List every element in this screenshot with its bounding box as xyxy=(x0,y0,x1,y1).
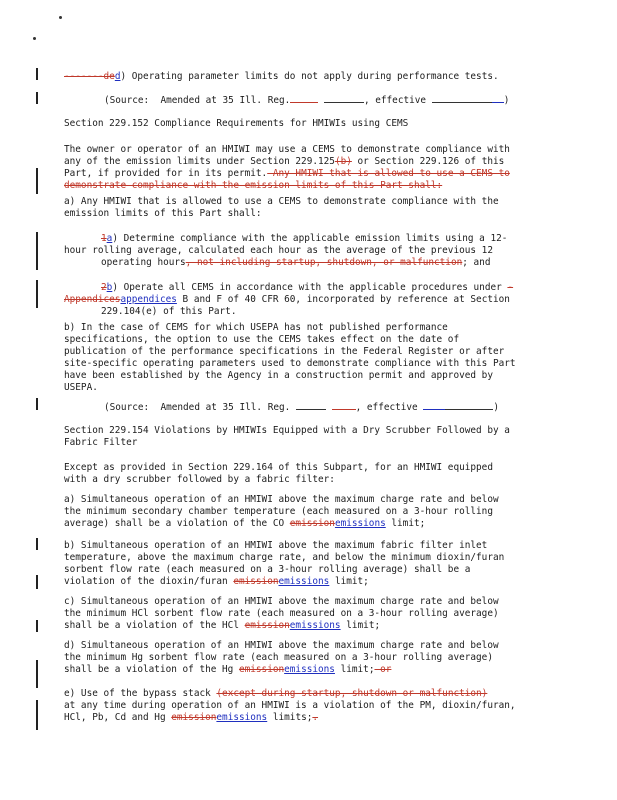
text-span: operating hours xyxy=(101,257,186,268)
source-amended: Amended at 35 Ill. Reg. xyxy=(160,95,291,106)
change-bar xyxy=(36,398,38,410)
effective-date-blank-ins[interactable] xyxy=(423,401,445,410)
change-bar xyxy=(36,232,38,270)
deleted-text: demonstrate compliance with the emission limits of this Part shall: xyxy=(64,180,443,191)
subsection-b xyxy=(64,540,504,588)
deleted-text: . xyxy=(312,712,319,723)
deleted-text: (except during startup, shutdown or malfunction) xyxy=(216,688,488,699)
text-line: Section 229.154 Violations by HMIWIs Equipped with a Dry Scrubber Followed by a xyxy=(64,425,510,436)
text-line: the minimum Hg sorbent flow rate (each measured on a 3-hour rolling average) xyxy=(64,652,493,663)
text-line: specifications, the option to use the CEMS takes effect on the date of xyxy=(64,334,460,345)
source-amended: Amended at 35 Ill. Reg. xyxy=(160,402,291,413)
text-span: limit; xyxy=(334,664,375,675)
section-heading xyxy=(64,425,510,449)
change-bar xyxy=(36,92,38,104)
deleted-text: emission xyxy=(233,576,279,587)
text-line: c) Simultaneous operation of an HMIWI above the maximum charge rate and below xyxy=(64,596,499,607)
effective-date-blank[interactable] xyxy=(445,401,493,410)
text-span: average) shall be a violation of the CO xyxy=(64,518,290,529)
text-span: shall be a violation of the HCl xyxy=(64,620,245,631)
effective-date-blank[interactable] xyxy=(432,94,492,103)
inserted-text: emissions xyxy=(278,576,330,587)
change-bar xyxy=(36,660,38,688)
inserted-text: emissions xyxy=(289,620,341,631)
text-span: 229.104(e) of this Part. xyxy=(101,306,237,317)
text-span: limit; xyxy=(385,518,426,529)
subsection-b xyxy=(64,322,516,394)
text-line: Fabric Filter xyxy=(64,437,138,448)
text-span: limit; xyxy=(340,620,381,631)
text-line: a) Simultaneous operation of an HMIWI above the maximum charge rate and below xyxy=(64,494,499,505)
inserted-text: d xyxy=(114,71,121,82)
text-line xyxy=(64,688,516,700)
deleted-text: 1 xyxy=(101,233,107,244)
scan-speck xyxy=(59,16,62,19)
text-line xyxy=(64,306,513,318)
text-line: publication of the performance specifications in the Federal Register or after xyxy=(64,346,505,357)
intro-text: ) Operating parameter limits do not apply during performance tests. xyxy=(120,71,499,82)
text-line: b) Simultaneous operation of an HMIWI above the maximum fabric filter inlet xyxy=(64,540,488,551)
text-line xyxy=(64,576,504,588)
change-bar xyxy=(36,168,38,194)
deleted-text: Any HMIWI that is allowed to use a CEMS to xyxy=(267,168,510,179)
reg-page-blank[interactable] xyxy=(332,401,356,410)
inserted-text: emissions xyxy=(284,664,335,675)
change-bar xyxy=(36,538,38,550)
text-span: ) Determine compliance with the applicable emission limits using a 12- xyxy=(112,233,508,244)
text-line xyxy=(64,233,507,245)
inserted-text: b xyxy=(106,282,113,293)
text-line: hour rolling average, calculated each hour as the average of the previous 12 xyxy=(64,245,493,256)
text-span: e) Use of the bypass stack xyxy=(64,688,217,699)
text-line: the minimum HCl sorbent flow rate (each measured on a 3-hour rolling average) xyxy=(64,608,499,619)
intro-line xyxy=(64,71,499,83)
text-span: any of the emission limits under Section 229.125 xyxy=(64,156,335,167)
paragraph xyxy=(64,144,510,192)
deleted-text: - xyxy=(507,282,514,293)
deleted-text: -------de xyxy=(64,71,115,82)
source-label: (Source: xyxy=(104,402,150,413)
text-line: sorbent flow rate (each measured on a 3-hour rolling average) shall be a xyxy=(64,564,471,575)
text-line xyxy=(64,294,513,306)
inserted-text: a xyxy=(106,233,113,244)
paragraph xyxy=(64,462,493,486)
text-line: have been established by the Agency in a construction permit and approved by xyxy=(64,370,493,381)
inserted-text: appendices xyxy=(120,294,177,305)
text-span: shall be a violation of the Hg xyxy=(64,664,239,675)
text-span: Part, if provided for in its permit. xyxy=(64,168,268,179)
deleted-text: emission xyxy=(289,518,335,529)
text-line xyxy=(64,168,510,180)
source-effective: effective xyxy=(375,95,427,106)
source-note xyxy=(104,94,509,107)
source-sep: , xyxy=(355,402,362,413)
reg-page-blank[interactable] xyxy=(324,94,364,103)
text-line: site-specific operating parameters used to demonstrate compliance with this Part xyxy=(64,358,516,369)
item-a1 xyxy=(64,233,507,269)
section-heading: Section 229.152 Compliance Requirements for HMIWIs using CEMS xyxy=(64,118,409,129)
source-note xyxy=(104,401,499,414)
change-bar xyxy=(36,620,38,632)
text-span: limit; xyxy=(329,576,369,587)
text-line: d) Simultaneous operation of an HMIWI above the maximum charge rate and below xyxy=(64,640,499,651)
source-sep: , xyxy=(363,95,370,106)
deleted-text: 2 xyxy=(101,282,107,293)
subsection-a xyxy=(64,196,499,220)
scan-speck xyxy=(33,37,36,40)
source-label: (Source: xyxy=(104,95,150,106)
text-span: B and F of 40 CFR 60, incorporated by reference at Section xyxy=(176,294,510,305)
inserted-text: emissions xyxy=(216,712,268,723)
text-line xyxy=(64,712,516,724)
text-line: a) Any HMIWI that is allowed to use a CEMS to demonstrate compliance with the xyxy=(64,196,499,207)
change-bar xyxy=(36,68,38,80)
subsection-d xyxy=(64,640,499,676)
text-line xyxy=(64,518,499,530)
change-bar xyxy=(36,575,38,589)
text-span: ; and xyxy=(462,257,491,268)
text-line: The owner or operator of an HMIWI may use a CEMS to demonstrate compliance with xyxy=(64,144,510,155)
text-line xyxy=(64,257,507,269)
text-line: the minimum secondary chamber temperature (each measured on a 3-hour rolling xyxy=(64,506,493,517)
subsection-c xyxy=(64,596,499,632)
text-line: Except as provided in Section 229.164 of this Subpart, for an HMIWI equipped xyxy=(64,462,493,473)
reg-volume-blank[interactable] xyxy=(290,94,318,103)
text-line: b) In the case of CEMS for which USEPA has not published performance xyxy=(64,322,448,333)
text-span: violation of the dioxin/furan xyxy=(64,576,234,587)
effective-date-blank-ins[interactable] xyxy=(492,94,504,103)
text-line: at any time during operation of an HMIWI is a violation of the PM, dioxin/furan, xyxy=(64,700,516,711)
change-bar xyxy=(36,280,38,308)
deleted-text: or xyxy=(374,664,392,675)
text-line xyxy=(64,664,499,676)
deleted-text: emission xyxy=(171,712,217,723)
text-span: limits; xyxy=(267,712,313,723)
deleted-text: (b) xyxy=(334,156,352,167)
text-line xyxy=(64,156,510,168)
text-span: HCl, Pb, Cd and Hg xyxy=(64,712,172,723)
subsection-a xyxy=(64,494,499,530)
change-bar xyxy=(36,700,38,730)
text-line: emission limits of this Part shall: xyxy=(64,208,262,219)
text-line: temperature, above the maximum charge rate, and below the minimum dioxin/furan xyxy=(64,552,505,563)
deleted-text: emission xyxy=(244,620,290,631)
source-close: ) xyxy=(493,402,500,413)
reg-volume-blank[interactable] xyxy=(296,401,326,410)
text-span: ) Operate all CEMS in accordance with the applicable procedures under xyxy=(112,282,508,293)
deleted-text: emission xyxy=(238,664,285,675)
subsection-e xyxy=(64,688,516,724)
deleted-text: , not including startup, shutdown, or malfunction xyxy=(185,257,463,268)
source-close: ) xyxy=(503,95,510,106)
text-line xyxy=(64,282,513,294)
deleted-text: Appendices xyxy=(64,294,121,305)
item-a2 xyxy=(64,282,513,318)
text-span: or Section 229.126 of this xyxy=(351,156,505,167)
text-line: USEPA. xyxy=(64,382,98,393)
inserted-text: emissions xyxy=(334,518,386,529)
text-line xyxy=(64,620,499,632)
text-line: with a dry scrubber followed by a fabric filter: xyxy=(64,474,335,485)
source-effective: effective xyxy=(366,402,418,413)
